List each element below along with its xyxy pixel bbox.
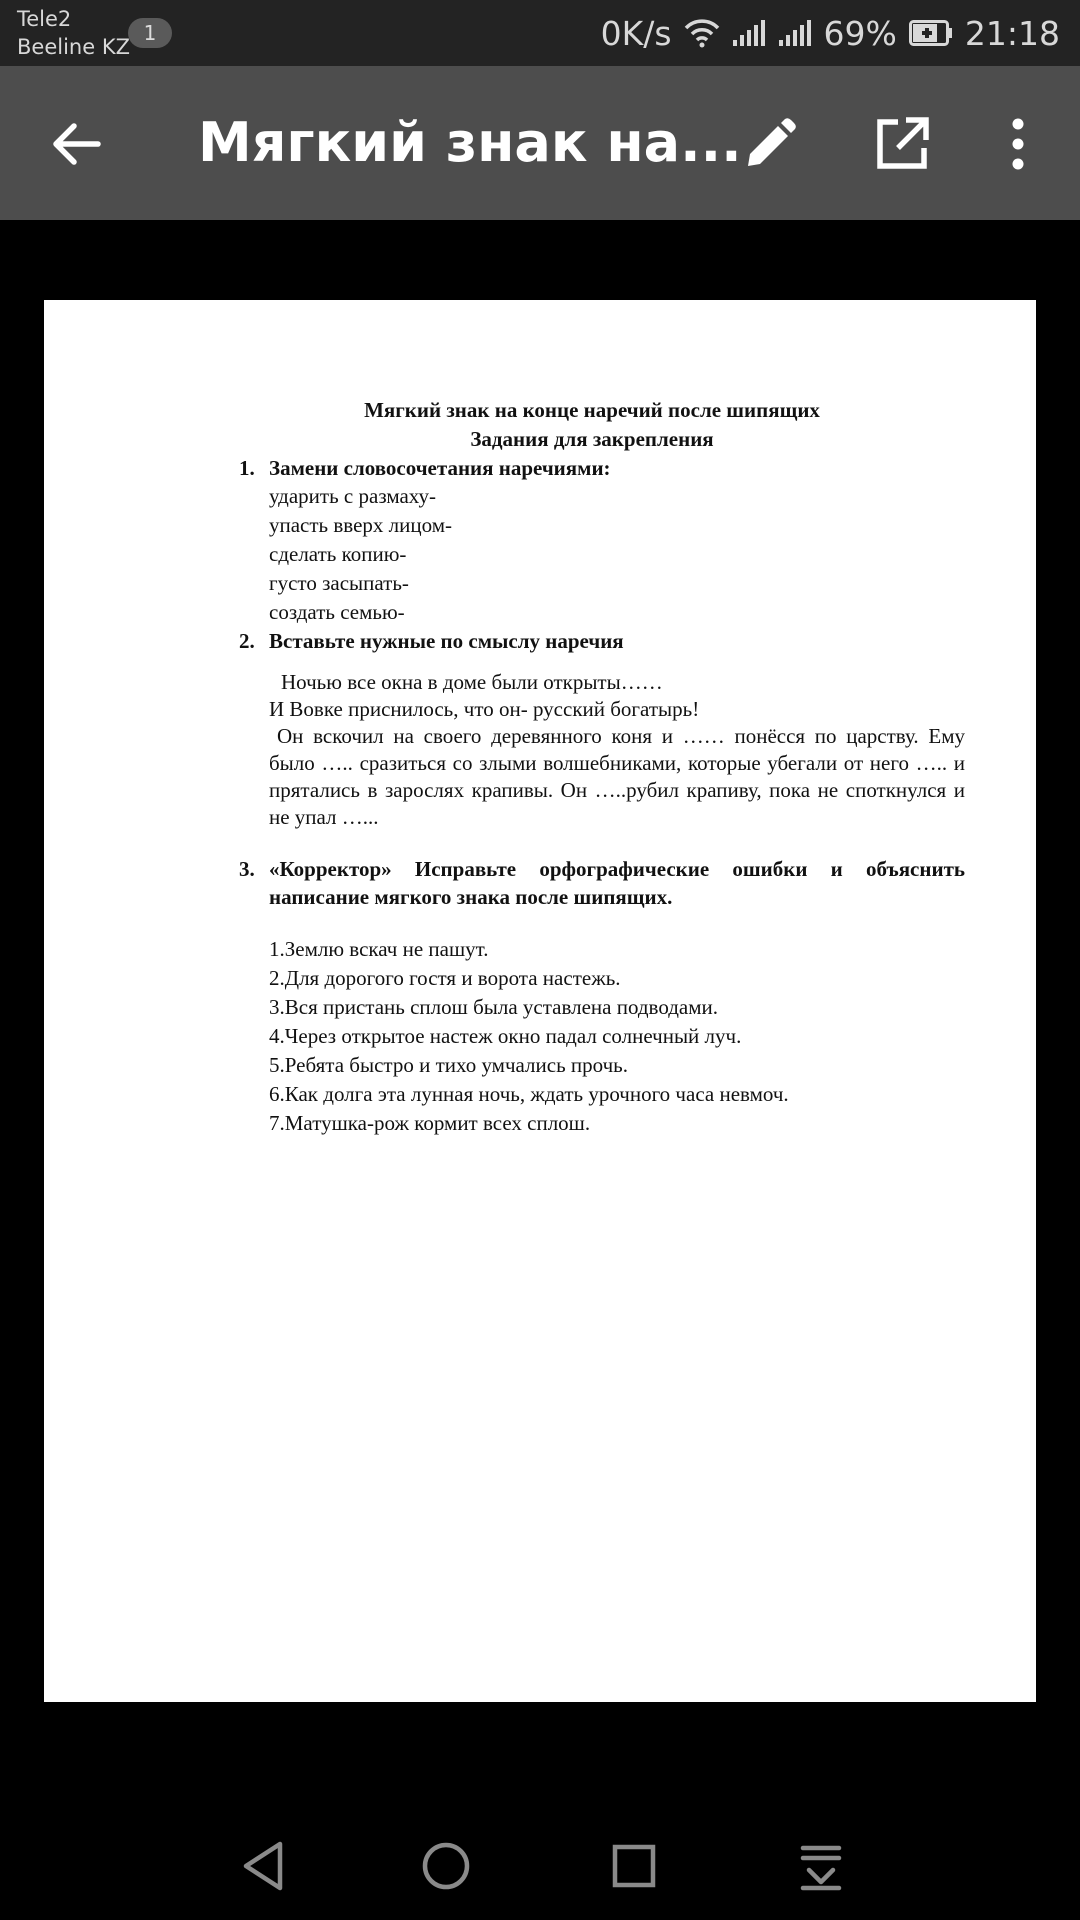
task-1-item: сделать копию- bbox=[269, 542, 407, 566]
status-bar bbox=[0, 0, 1080, 66]
task-1-item: упасть вверх лицом- bbox=[269, 513, 453, 537]
arrow-back-icon bbox=[46, 114, 106, 174]
battery-percent: 69% bbox=[823, 13, 897, 53]
task-3-sentence: 5.Ребята быстро и тихо умчались прочь. bbox=[269, 1053, 628, 1077]
edit-button[interactable] bbox=[740, 114, 800, 174]
document-page[interactable] bbox=[44, 300, 1036, 1702]
carrier-2: Beeline KZ bbox=[17, 35, 130, 59]
task-3-sentence: 6.Как долга эта лунная ночь, ждать урочного часа невмоч. bbox=[269, 1082, 789, 1106]
clock: 21:18 bbox=[964, 13, 1060, 53]
task-3-heading bbox=[239, 855, 965, 911]
nav-recents-button[interactable] bbox=[602, 1834, 666, 1898]
nav-back-button[interactable] bbox=[232, 1834, 296, 1898]
task-1-item: густо засыпать- bbox=[269, 571, 409, 595]
back-button[interactable] bbox=[46, 114, 106, 174]
square-recents-icon bbox=[602, 1834, 666, 1898]
task-3-sentence: 7.Матушка-рож кормит всех сплош. bbox=[269, 1111, 591, 1135]
task-2-number: 2. bbox=[239, 629, 255, 653]
task-1-heading-text: Замени словосочетания наречиями: bbox=[269, 456, 611, 480]
nav-notifications-button[interactable] bbox=[789, 1834, 853, 1898]
task-1-heading bbox=[239, 454, 965, 482]
more-vert-icon bbox=[988, 114, 1048, 174]
pull-down-icon bbox=[789, 1834, 853, 1898]
doc-title-line-2: Задания для закрепления bbox=[470, 427, 714, 451]
more-options-button[interactable] bbox=[988, 114, 1048, 174]
document-title: Мягкий знак на... bbox=[198, 111, 742, 174]
triangle-back-icon bbox=[232, 1834, 296, 1898]
status-indicators bbox=[601, 0, 1060, 66]
task-2-paragraph: Он вскочил на своего деревянного коня и …… понёсся по царству. Ему было ….. сразиться со злыми волшебниками, которые убегали от него ….. и прятались в зарослях крапивы. Он …..рубил крапиву, пока не споткнулся и не упал …... bbox=[269, 724, 965, 829]
task-2-line: И Вовке приснилось, что он- русский богатырь! bbox=[269, 697, 700, 721]
open-in-new-icon bbox=[872, 114, 932, 174]
notification-count-badge: 1 bbox=[128, 18, 172, 48]
carrier-info bbox=[17, 5, 130, 61]
task-3-number: 3. bbox=[239, 857, 255, 881]
task-1-number: 1. bbox=[239, 456, 255, 480]
task-3-sentence: 3.Вся пристань сплош была уставлена подводами. bbox=[269, 995, 718, 1019]
carrier-1: Tele2 bbox=[17, 7, 72, 31]
nav-home-button[interactable] bbox=[414, 1834, 478, 1898]
app-bar bbox=[0, 66, 1080, 220]
open-in-app-button[interactable] bbox=[872, 114, 932, 174]
task-3-heading-text: «Корректор» Исправьте орфографические ошибки и объяснить написание мягкого знака после шипящих. bbox=[269, 857, 965, 909]
battery-charging-icon bbox=[909, 20, 953, 46]
document-content bbox=[239, 396, 965, 1138]
task-1-item: ударить с размаху- bbox=[269, 484, 436, 508]
pencil-icon bbox=[740, 114, 800, 174]
task-3-sentence: 2.Для дорогого гостя и ворота настежь. bbox=[269, 966, 621, 990]
system-navigation-bar bbox=[0, 1810, 1080, 1920]
task-1-item: создать семью- bbox=[269, 600, 405, 624]
signal-icon-sim1 bbox=[732, 18, 766, 48]
circle-home-icon bbox=[414, 1834, 478, 1898]
task-2-line: Ночью все окна в доме были открыты…… bbox=[281, 670, 663, 694]
document-viewer[interactable] bbox=[0, 220, 1080, 1810]
task-2-heading-text: Вставьте нужные по смыслу наречия bbox=[269, 629, 624, 653]
task-3-sentence: 4.Через открытое настеж окно падал солнечный луч. bbox=[269, 1024, 742, 1048]
task-2-heading bbox=[239, 627, 965, 655]
network-speed: 0K/s bbox=[600, 13, 672, 53]
wifi-icon bbox=[684, 18, 720, 48]
task-3-sentence: 1.Землю вскач не пашут. bbox=[269, 937, 489, 961]
doc-title-line-1: Мягкий знак на конце наречий после шипящих bbox=[364, 398, 820, 422]
signal-icon-sim2 bbox=[778, 18, 812, 48]
